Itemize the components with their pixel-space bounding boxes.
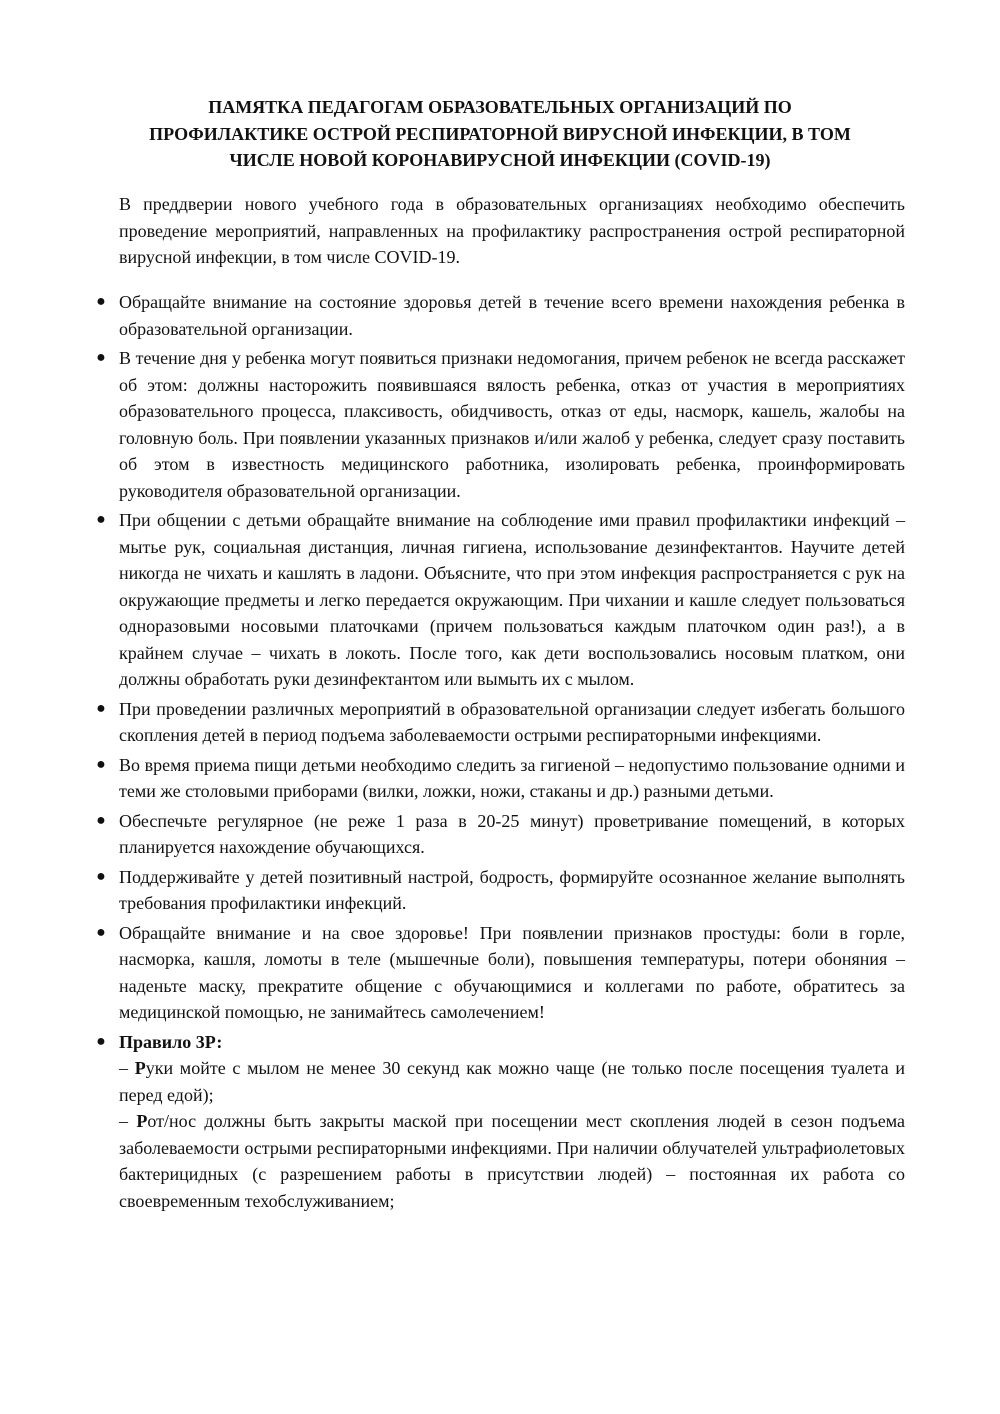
list-item-text: При общении с детьми обращайте внимание на соблюдение ими правил профилактики инфекций – мытье рук, социальная дистанция, личная гигиена, использование дезинфектантов. Научите детей никогда не чихать и кашлять в ладони. Объясните, что при этом инфекция распространяется с рук на окружающие предметы и легко передается окружающим. При чихании и кашле следует пользоваться одноразовыми носовыми платочками (причем пользоваться каждым платочком один раз!), а в крайнем случае – чихать в локоть. После того, как дети воспользовались носовым платком, они должны обработать руки дезинфектантом или вымыть их с мылом. [119,510,905,689]
rule-text: уки мойте с мылом не менее 30 секунд как можно чаще (не только после посещения туалета и перед едой); [119,1058,906,1105]
list-item [96,345,905,504]
list-item-text: Обращайте внимание на состояние здоровья детей в течение всего времени нахождения ребенка в образовательной организации. [119,292,905,339]
rule-heading: Правило 3Р: [119,1031,223,1052]
recommendations-list [96,289,906,1217]
list-item-text: Во время приема пищи детьми необходимо следить за гигиеной – недопустимо пользование одними и теми же столовыми приборами (вилки, ложки, ножи, стаканы и др.) разными детьми. [119,754,905,801]
list-item-text: Обращайте внимание и на свое здоровье! При появлении признаков простуды: боли в горле, насморка, кашля, ломоты в теле (мышечные боли), повышения температуры, потери обоняния – наденьте маску, прекратите общение с обучающимися и коллегами по работе, обратитесь за медицинской помощью, не занимайтесь самолечением! [119,922,905,1022]
title-line: ЧИСЛЕ НОВОЙ КОРОНАВИРУСНОЙ ИНФЕКЦИИ (COVID-19) [229,150,771,170]
list-item [96,920,905,1026]
rule-3r-item [96,1029,906,1215]
bullet-icon: ● [96,923,106,941]
bullet-icon: ● [96,511,106,528]
list-item [96,507,905,693]
bullet-icon: ● [96,811,106,829]
bullet-icon: ● [96,349,106,366]
rule-line-mouth-nose [119,1108,905,1214]
bullet-icon: ● [96,293,106,310]
list-item [96,696,905,749]
rule-line-hands [119,1055,905,1108]
bullet-icon: ● [96,867,106,885]
bullet-icon: ● [96,755,106,773]
list-item-text: При проведении различных мероприятий в образовательной организации следует избегать большого скопления детей в период подъема заболеваемости острыми респираторными инфекциями. [119,698,905,745]
rule-text: от/нос должны быть закрыты маской при посещении мест скопления людей в сезон подъема заболеваемости острыми респираторными инфекциями. При наличии облучателей ультрафиолетовых бактерицидных (с разрешением работы в присутствии людей) – постоянная их работа со своевременным техобслуживанием; [119,1111,905,1211]
list-item [96,752,905,805]
list-item [96,808,905,861]
rule-letter: Р [136,1111,148,1131]
list-item-text: В течение дня у ребенка могут появиться признаки недомогания, причем ребенок не всегда расскажет об этом: должны насторожить появившаяся вялость ребенка, отказ от участия в мероприятиях образовательного процесса, плаксивость, обидчивость, отказ от еды, насморк, кашель, жалобы на головную боль. При появлении указанных признаков и/или жалоб у ребенка, следует сразу поставить об этом в известность медицинского работника, изолировать ребенка, проинформировать руководителя образовательной организации. [119,348,905,501]
intro-paragraph-block [119,191,905,271]
bullet-icon: ● [96,699,106,717]
list-item-text: Поддерживайте у детей позитивный настрой, бодрость, формируйте осознанное желание выполнять требования профилактики инфекций. [119,866,905,913]
intro-paragraph: В преддверии нового учебного года в образовательных организациях необходимо обеспечить проведение мероприятий, направленных на профилактику распространения острой респираторной вирусной инфекции, в том числе COVID-19. [119,194,905,267]
list-item [96,289,905,342]
bullet-icon: ● [96,1032,106,1050]
rule-letter: Р [134,1058,146,1078]
title-line: ПРОФИЛАКТИКЕ ОСТРОЙ РЕСПИРАТОРНОЙ ВИРУСНОЙ ИНФЕКЦИИ, В ТОМ [149,123,851,144]
title-line: ПАМЯТКА ПЕДАГОГАМ ОБРАЗОВАТЕЛЬНЫХ ОРГАНИЗАЦИЙ ПО [208,97,792,117]
document-title [95,94,905,174]
list-item [96,864,905,917]
rule-dash: – [119,1111,137,1131]
list-item-text: Обеспечьте регулярное (не реже 1 раза в 20-25 минут) проветривание помещений, в которых планируется нахождение обучающихся. [119,810,905,857]
rule-dash: – [119,1058,135,1078]
